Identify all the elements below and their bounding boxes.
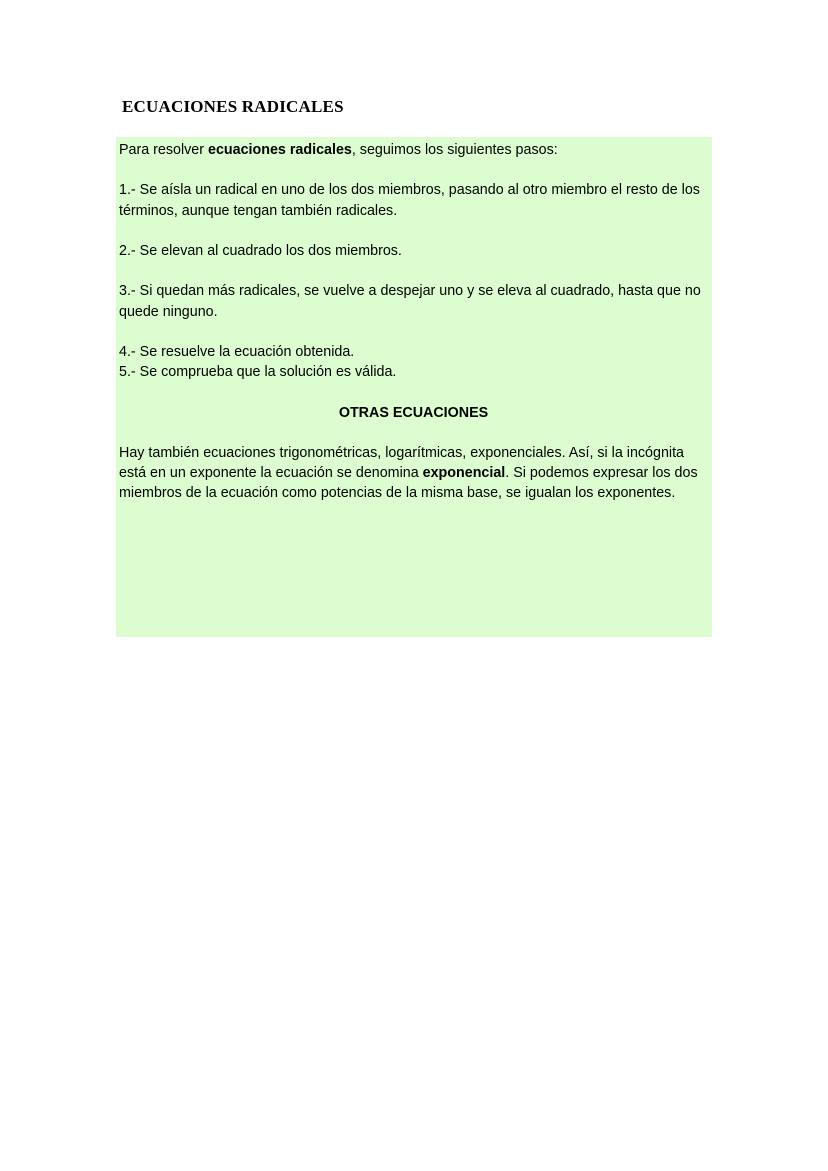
other-bold-term: exponencial [422,465,506,482]
spacer [119,382,708,402]
step-4: 4.- Se resuelve la ecuación obtenida. [119,343,355,360]
content-box [116,137,712,637]
intro-bold-term: ecuaciones radicales [208,142,352,158]
intro-text-end: , seguimos los siguientes pasos: [351,142,558,158]
other-text-end: . Si podemos expresar los dos miembros de la ecuación como potencias de la misma base, se igualan los exponentes. [119,465,698,502]
spacer [119,322,708,342]
intro-paragraph [119,140,708,160]
section-heading: OTRAS ECUACIONES [338,404,489,421]
spacer [119,423,708,443]
other-paragraph [119,443,708,504]
step-1: 1.- Se aísla un radical en uno de los dos miembros, pasando al otro miembro el resto de los términos, aunque tengan también radicales. [119,182,700,219]
step-2: 2.- Se elevan al cuadrado los dos miembros. [119,242,402,259]
spacer [119,160,708,180]
intro-text-start: Para resolver [119,142,208,158]
step-5: 5.- Se comprueba que la solución es válida. [119,364,397,381]
step-3: 3.- Si quedan más radicales, se vuelve a despejar uno y se eleva al cuadrado, hasta que no quede ninguno. [119,283,701,320]
spacer [119,261,708,281]
document-title: ECUACIONES RADICALES [122,97,344,116]
other-text-start: Hay también ecuaciones trigonométricas, logarítmicas, exponenciales. Así, si la incógnita está en un exponente la ecuación se denomina [119,444,685,482]
spacer [119,221,708,241]
